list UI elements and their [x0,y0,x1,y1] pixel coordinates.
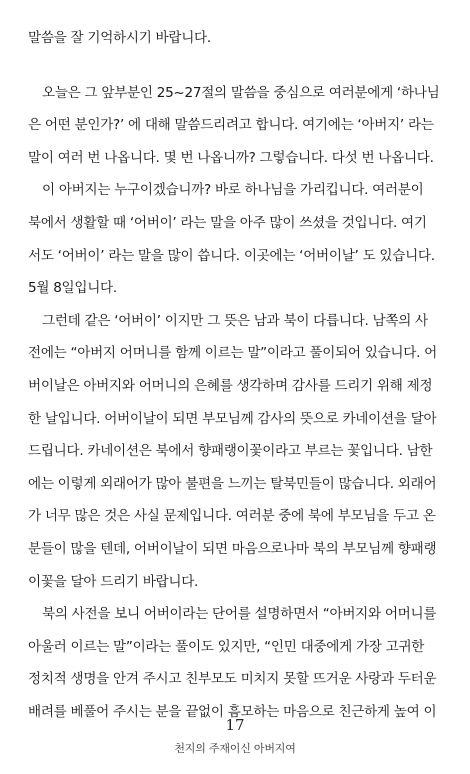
text-line: 전에는 “아버지 어머니를 함께 이르는 말”이라고 풀이되어 있습니다. 어 [28,345,437,362]
text-line: 이 아버지는 누구이겠습니까? 바로 하나님을 가리킵니다. 여러분이 [42,182,424,199]
running-title: 천지의 주재이신 아버지여 [174,742,296,755]
text-line: 오늘은 그 앞부분인 25~27절의 말씀을 중심으로 여러분에게 ‘하나님 [42,84,440,101]
text-line: 북에서 생활할 때 ‘어버이’ 라는 말을 아주 많이 쓰셨을 것입니다. 여기 [28,214,427,231]
text-line: 아울러 이르는 말”이라는 풀이도 있지만, “인민 대중에게 가장 고귀한 [28,638,425,655]
text-line: 말씀을 잘 기억하시기 바랍니다. [28,30,211,46]
text-line: 드립니다. 카네이션은 북에서 향패랭이꽃이라고 부르는 꽃입니다. 남한 [28,443,433,460]
text-line: 북의 사전을 보니 어버이라는 단어를 설명하면서 “아버지와 어머니를 [42,606,437,623]
text-line: 5월 8일입니다. [28,280,117,297]
text-line: 그런데 같은 ‘어버이’ 이지만 그 뜻은 남과 북이 다릅니다. 남쪽의 사 [42,312,428,329]
text-line: 버이날은 아버지와 어머니의 은혜를 생각하며 감사를 드리기 위해 제정 [28,377,433,394]
text-line: 한 날입니다. 어버이날이 되면 부모님께 감사의 뜻으로 카네이션을 달아 [28,410,437,427]
text-line: 말이 여러 번 나옵니다. 몇 번 나옵니까? 그렇습니다. 다섯 번 나옵니다. [28,149,434,166]
text-line: 배려를 베풀어 주시는 분을 끝없이 흠모하는 마음으로 친근하게 높여 이 [28,703,437,720]
text-line: 은 어떤 분인가?’ 에 대해 말씀드리려고 합니다. 여기에는 ‘아버지’ 라는 [28,117,434,134]
text-line: 분들이 많을 텐데, 어버이날이 되면 마음으로나마 북의 부모님께 향패랭 [28,540,437,557]
body-text [28,22,450,728]
text-line: 이꽃을 달아 드리기 바랍니다. [28,573,199,590]
paragraph-gap [28,55,450,77]
text-line: 서도 ‘어버이’ 라는 말을 많이 씁니다. 이곳에는 ‘어버이날’ 도 있습니다. [28,247,435,264]
text-line: 정치적 생명을 안겨 주시고 친부모도 미치지 못할 뜨거운 사랑과 두터운 [28,671,437,688]
text-line: 가 너무 많은 것은 사실 문제입니다. 여러분 중에 북에 부모님을 두고 온 [28,508,436,525]
page-number: 17 [225,716,245,734]
text-line: 에는 이렇게 외래어가 많아 불편을 느끼는 탈북민들이 많습니다. 외래어 [28,475,437,492]
